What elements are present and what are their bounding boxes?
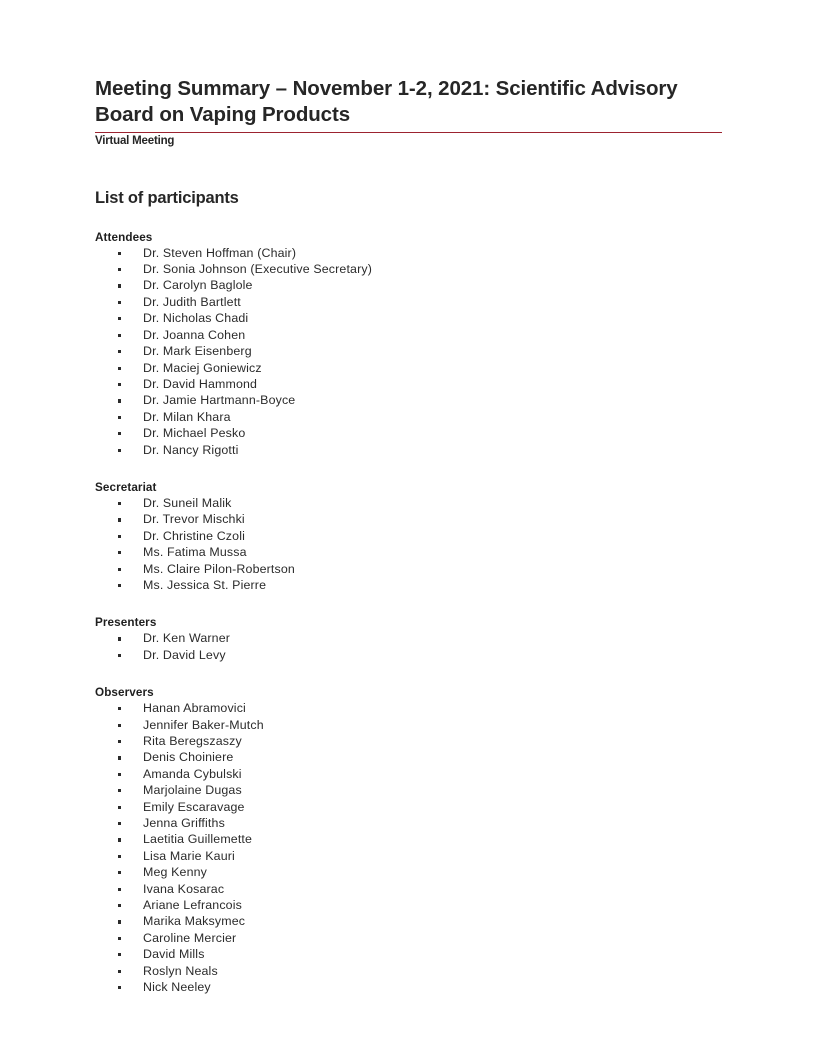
list-item: Dr. Trevor Mischki [95,511,722,527]
group-title: Presenters [95,616,157,630]
list-item: Dr. Jamie Hartmann-Boyce [95,392,722,408]
title-divider [95,132,722,133]
list-item: Dr. Suneil Malik [95,495,722,511]
list-item: Rita Beregszaszy [95,733,722,749]
list-item: Marjolaine Dugas [95,782,722,798]
list-item: Dr. Ken Warner [95,630,722,646]
list-item: Ms. Claire Pilon-Robertson [95,561,722,577]
list-item: Amanda Cybulski [95,766,722,782]
list-item: Dr. Milan Khara [95,409,722,425]
list-item: Dr. David Levy [95,647,722,663]
list-item: Dr. Nancy Rigotti [95,442,722,458]
list-item: Ms. Fatima Mussa [95,544,722,560]
participant-groups [95,231,722,996]
list-item: Dr. Maciej Goniewicz [95,360,722,376]
participant-list [95,495,722,593]
participant-list [95,630,722,663]
title-block [95,76,722,147]
participant-group [95,481,722,593]
list-item: Dr. Michael Pesko [95,425,722,441]
list-item: Lisa Marie Kauri [95,848,722,864]
list-item: Caroline Mercier [95,930,722,946]
list-item: Jenna Griffiths [95,815,722,831]
list-item: Dr. Joanna Cohen [95,327,722,343]
participant-group [95,616,722,663]
list-item: Dr. Steven Hoffman (Chair) [95,245,722,261]
list-item: Laetitia Guillemette [95,831,722,847]
list-item: Dr. Carolyn Baglole [95,277,722,293]
participant-group [95,686,722,995]
list-item: Ariane Lefrancois [95,897,722,913]
list-item: Emily Escaravage [95,799,722,815]
group-title: Observers [95,686,154,700]
participant-list [95,245,722,458]
participant-group [95,231,722,458]
document-subtitle: Virtual Meeting [95,134,175,147]
list-item: Dr. Sonia Johnson (Executive Secretary) [95,261,722,277]
section-heading-list-of-participants: List of participants [95,188,239,207]
list-item: Ms. Jessica St. Pierre [95,577,722,593]
list-item: David Mills [95,946,722,962]
group-title: Attendees [95,230,153,244]
group-title: Secretariat [95,480,157,494]
list-item: Dr. Christine Czoli [95,528,722,544]
list-item: Marika Maksymec [95,913,722,929]
document-title: Meeting Summary – November 1-2, 2021: Scientific Advisory Board on Vaping Products [95,77,678,126]
list-item: Dr. Judith Bartlett [95,294,722,310]
list-item: Dr. Mark Eisenberg [95,343,722,359]
list-item: Nick Neeley [95,979,722,995]
participant-list [95,700,722,995]
list-item: Ivana Kosarac [95,881,722,897]
list-item: Jennifer Baker-Mutch [95,717,722,733]
list-item: Denis Choiniere [95,749,722,765]
list-item: Hanan Abramovici [95,700,722,716]
list-item: Meg Kenny [95,864,722,880]
list-item: Dr. David Hammond [95,376,722,392]
list-item: Roslyn Neals [95,963,722,979]
list-item: Dr. Nicholas Chadi [95,310,722,326]
